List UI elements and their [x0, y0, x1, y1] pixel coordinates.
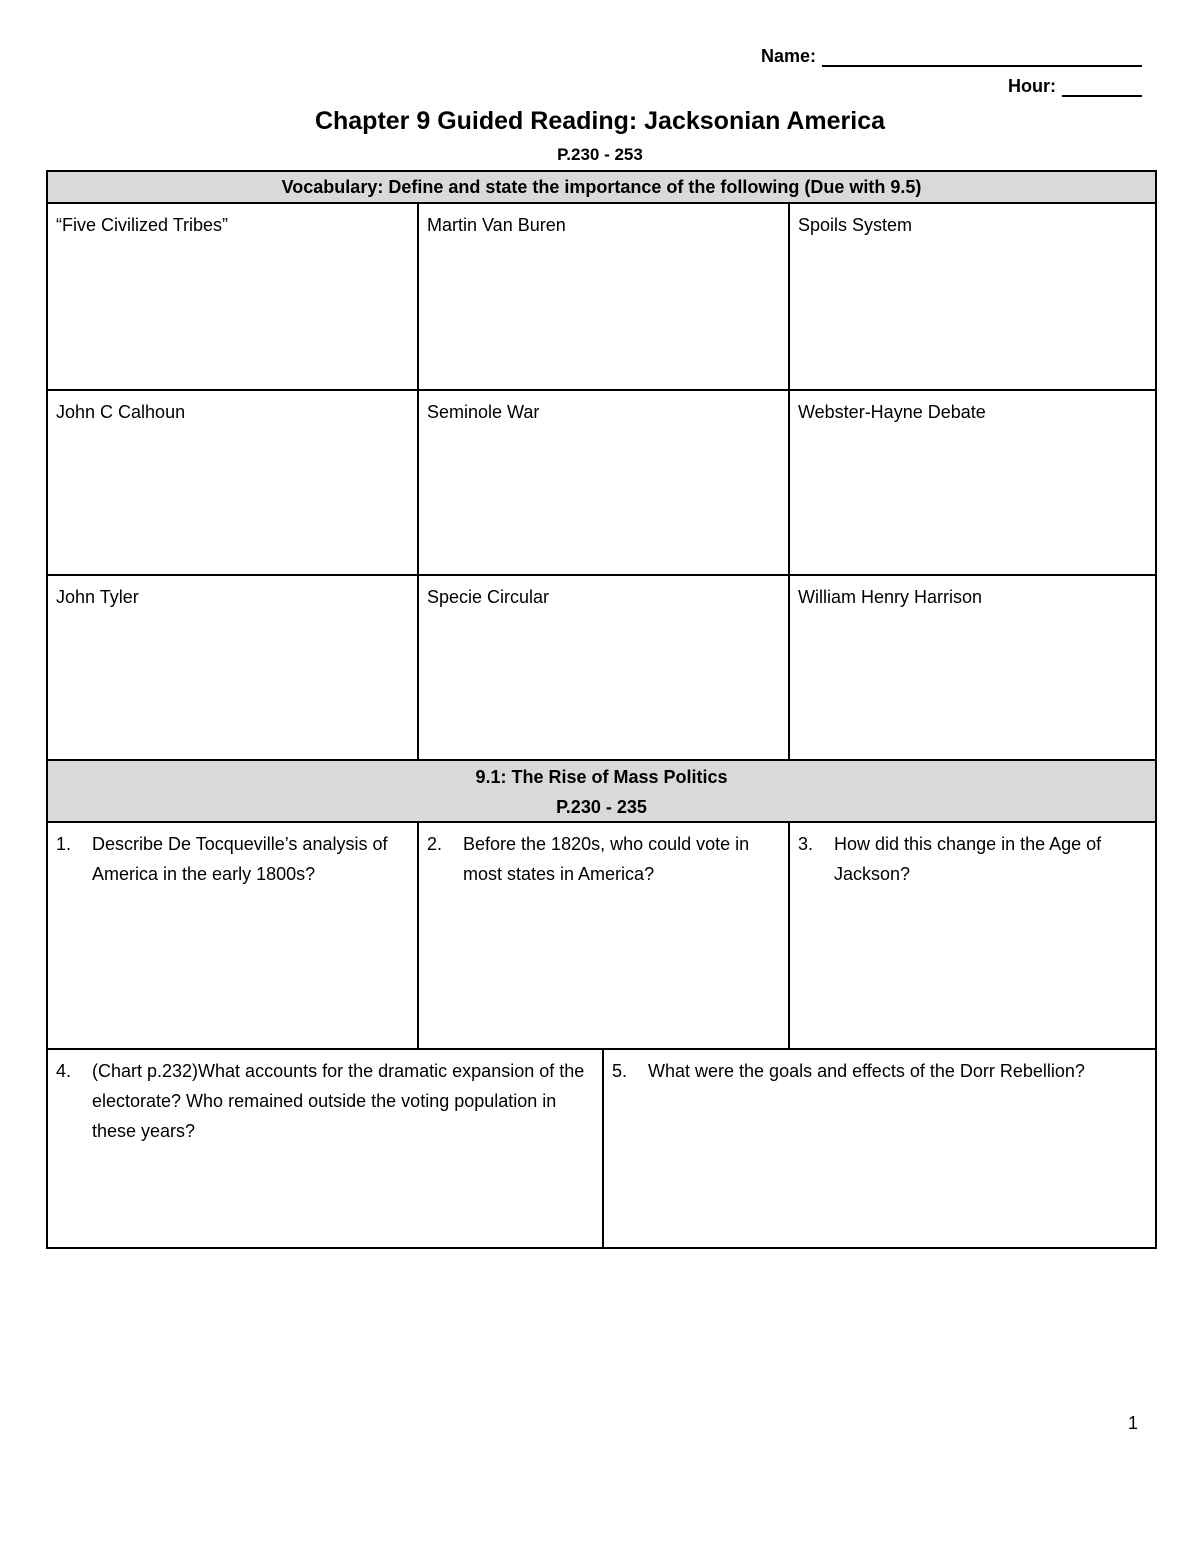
vocab-term: Seminole War [427, 402, 540, 422]
page-title: Chapter 9 Guided Reading: Jacksonian America [314, 107, 886, 135]
hour-blank[interactable] [1062, 81, 1142, 97]
question-text: What were the goals and effects of the Dorr Rebellion? [648, 1061, 1085, 1081]
question-number: 2. [427, 834, 443, 854]
question-cell[interactable] [788, 821, 1157, 1050]
question-text: How did this change in the Age of Jackson? [834, 834, 1102, 884]
question-cell[interactable] [46, 821, 419, 1050]
question-number: 4. [56, 1061, 72, 1081]
vocab-cell[interactable] [417, 202, 790, 391]
question-text: Before the 1820s, who could vote in most states in America? [463, 834, 750, 884]
question-cell[interactable] [46, 1048, 604, 1249]
section-heading [46, 759, 1157, 823]
vocab-term: Martin Van Buren [427, 215, 566, 235]
question-number: 3. [798, 834, 814, 854]
vocab-term: “Five Civilized Tribes” [56, 215, 229, 235]
vocab-cell[interactable] [788, 389, 1157, 576]
vocab-term: William Henry Harrison [798, 587, 983, 607]
vocab-term: Specie Circular [427, 587, 550, 607]
question-text: (Chart p.232)What accounts for the dramatic expansion of the electorate? Who remained outside the voting population in these years? [92, 1061, 585, 1141]
hour-label: Hour: [1008, 76, 1056, 96]
vocab-cell[interactable] [46, 389, 419, 576]
hour-field[interactable] [1008, 76, 1142, 97]
vocab-cell[interactable] [788, 574, 1157, 761]
page-range: P.230 - 253 [557, 145, 643, 164]
section-title: 9.1: The Rise of Mass Politics [475, 767, 728, 787]
page-number: 1 [1128, 1413, 1139, 1433]
vocab-term: John Tyler [56, 587, 139, 607]
question-cell[interactable] [417, 821, 790, 1050]
vocab-term: John C Calhoun [56, 402, 186, 422]
vocab-heading: Vocabulary: Define and state the importance of the following (Due with 9.5) [46, 170, 1157, 204]
name-field[interactable] [761, 46, 1142, 67]
section-pages: P.230 - 235 [556, 797, 647, 817]
question-number: 5. [612, 1061, 628, 1081]
name-label: Name: [760, 46, 816, 66]
vocab-cell[interactable] [46, 574, 419, 761]
question-cell[interactable] [602, 1048, 1157, 1249]
name-blank[interactable] [822, 51, 1142, 67]
vocab-term: Webster-Hayne Debate [798, 402, 986, 422]
vocab-cell[interactable] [46, 202, 419, 391]
vocab-cell[interactable] [417, 389, 790, 576]
question-number: 1. [56, 834, 72, 854]
question-text: Describe De Tocqueville’s analysis of America in the early 1800s? [92, 834, 388, 884]
vocab-cell[interactable] [417, 574, 790, 761]
vocab-cell[interactable] [788, 202, 1157, 391]
vocab-term: Spoils System [798, 215, 913, 235]
